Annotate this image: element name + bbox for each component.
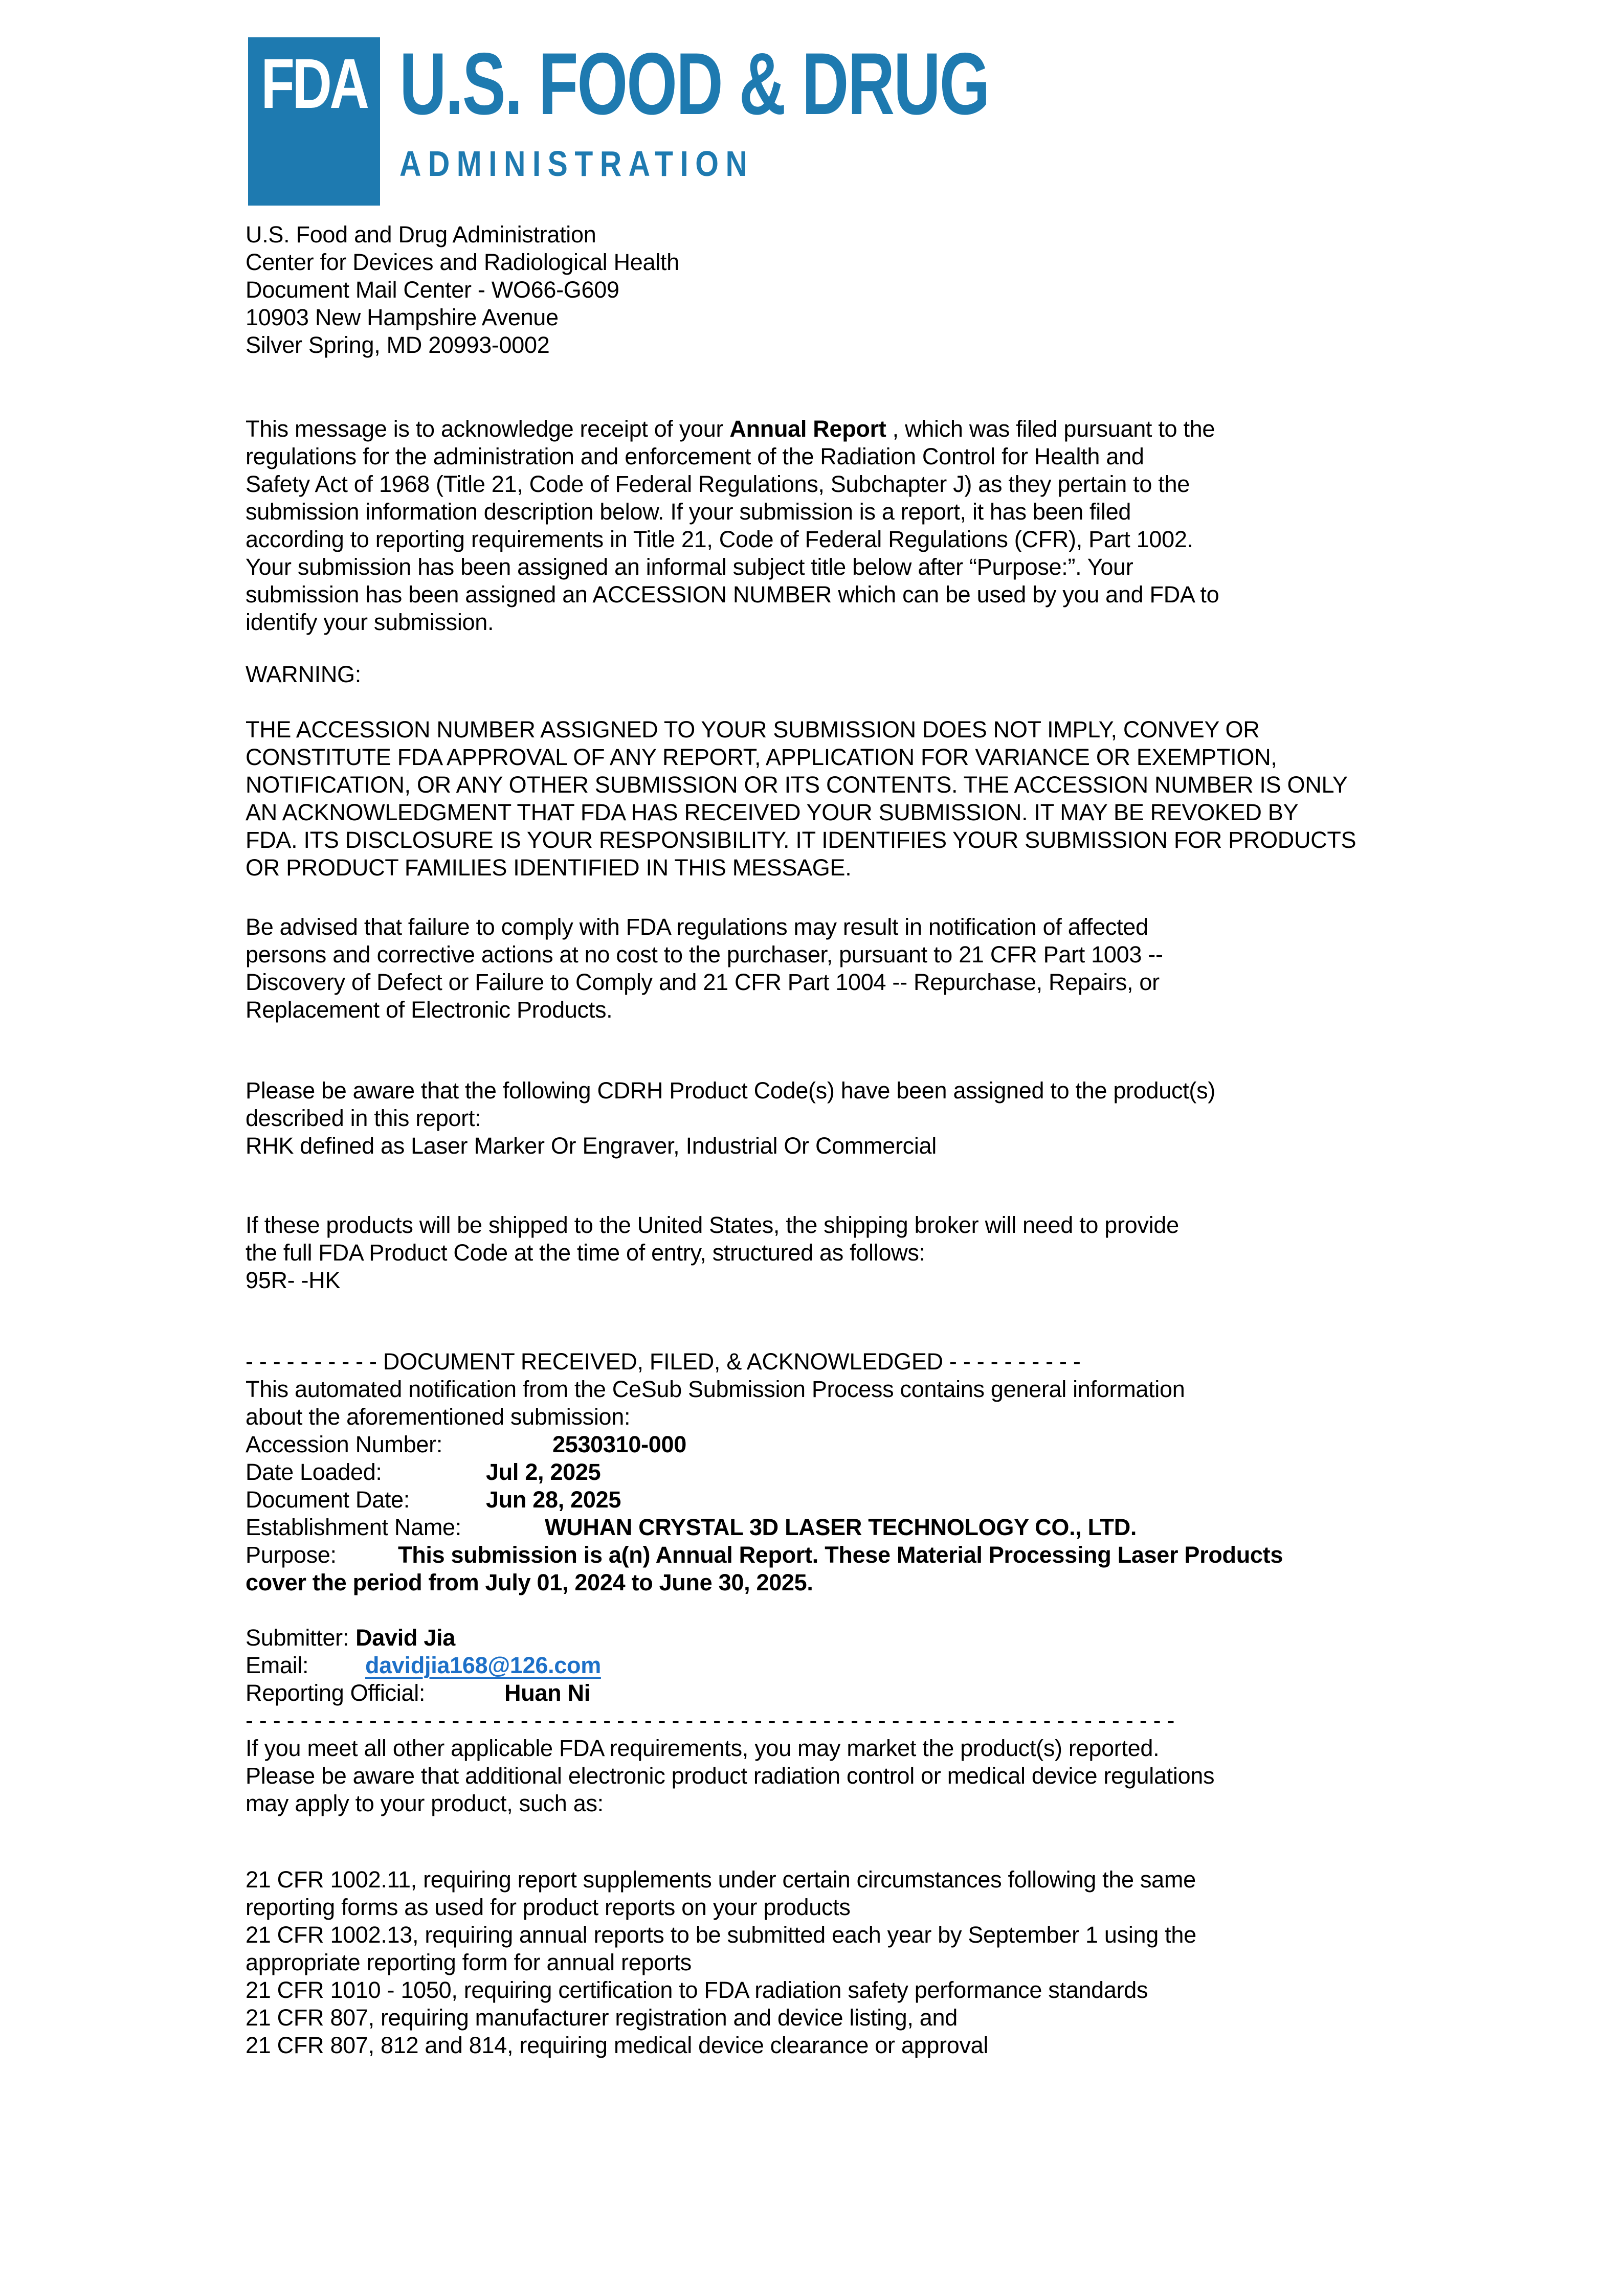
market-note: If you meet all other applicable FDA requirements, you may market the product(s) reported. Please be aware that additional electronic product radiation control or medical device regulations may apply to your product, such as: bbox=[246, 1735, 1215, 1816]
date-loaded-row bbox=[246, 1458, 1624, 1486]
regulations-list: 21 CFR 1002.11, requiring report supplements under certain circumstances following the same reporting forms as used for product reports on your products 21 CFR 1002.13, requiring annual reports to be submitted each year by September 1 using the appropriate reporting form for annual reports 21 CFR 1010 - 1050, requiring certification to FDA radiation safety performance standards 21 CFR 807, requiring manufacturer registration and device listing, and 21 CFR 807, 812 and 814, requiring medical device clearance or approval bbox=[246, 1866, 1196, 2058]
purpose-value: This submission is a(n) Annual Report. These Material Processing Laser Products cover the period from July 01, 2024 to June 30, 2025. bbox=[246, 1542, 1283, 1595]
date-loaded-value: Jul 2, 2025 bbox=[486, 1459, 601, 1485]
accession-number-row bbox=[246, 1431, 1624, 1458]
accession-number-label: Accession Number: bbox=[246, 1431, 443, 1457]
warning-heading: WARNING: bbox=[246, 661, 361, 687]
separator-dashes: - - - - - - - - - - - - - - - - - - - - - - - - - - - - - - - - - - - - - - - - - - - - - - - - - - - - - - - - - - - - - - - - - - - - bbox=[246, 1707, 1175, 1734]
accession-number-value: 2530310-000 bbox=[552, 1431, 686, 1457]
submitter-line bbox=[246, 1624, 1624, 1652]
shipping-section bbox=[246, 1211, 1624, 1294]
document-date-value: Jun 28, 2025 bbox=[486, 1487, 621, 1513]
reporting-official-line bbox=[246, 1679, 1624, 1707]
fda-logo-mark bbox=[248, 37, 380, 206]
shipping-paragraph: If these products will be shipped to the United States, the shipping broker will need to provide the full FDA Product Code at the time of entry, structured as follows: bbox=[246, 1212, 1179, 1266]
product-code-line: RHK defined as Laser Marker Or Engraver, Industrial Or Commercial bbox=[246, 1133, 937, 1159]
product-code-format: 95R- -HK bbox=[246, 1267, 341, 1293]
reporting-official-label: Reporting Official: bbox=[246, 1680, 426, 1706]
fda-logo bbox=[248, 37, 1624, 206]
receipt-section bbox=[246, 1348, 1624, 1596]
intro-paragraph: This message is to acknowledge receipt of your Annual Report , which was filed pursuant to the regulations for the administration and enforcement of the Radiation Control for Health and Safety Act of 1968 (Title 21, Code of Federal Regulations, Subchapter J) as they pertain to the submission information description below. If your submission is a report, it has been filed according to reporting requirements in Title 21, Code of Federal Regulations (CFR), Part 1002. Your submission has been assigned an informal subject title below after “Purpose:”. Your submission has been assigned an ACCESSION NUMBER which can be used by you and FDA to identify your submission. bbox=[246, 416, 1219, 635]
fda-logo-acronym-text: FDA bbox=[261, 44, 367, 123]
establishment-name-row bbox=[246, 1514, 1624, 1541]
establishment-name-value: WUHAN CRYSTAL 3D LASER TECHNOLOGY CO., LTD. bbox=[545, 1514, 1137, 1540]
email-label: Email: bbox=[246, 1652, 309, 1678]
contact-section bbox=[246, 1624, 1624, 1707]
warning-paragraph: THE ACCESSION NUMBER ASSIGNED TO YOUR SUBMISSION DOES NOT IMPLY, CONVEY OR CONSTITUTE FDA APPROVAL OF ANY REPORT, APPLICATION FOR VARIANCE OR EXEMPTION, NOTIFICATION, OR ANY OTHER SUBMISSION OR ITS CONTENTS. THE ACCESSION NUMBER IS ONLY AN ACKNOWLEDGMENT THAT FDA HAS RECEIVED YOUR SUBMISSION. IT MAY BE REVOKED BY FDA. ITS DISCLOSURE IS YOUR RESPONSIBILITY. IT IDENTIFIES YOUR SUBMISSION FOR PRODUCTS OR PRODUCT FAMILIES IDENTIFIED IN THIS MESSAGE. bbox=[246, 716, 1356, 881]
purpose-row bbox=[246, 1541, 1624, 1596]
reporting-official-value: Huan Ni bbox=[504, 1680, 590, 1706]
receipt-note: This automated notification from the CeSub Submission Process contains general information about the aforementioned submission: bbox=[246, 1376, 1185, 1430]
date-loaded-label: Date Loaded: bbox=[246, 1459, 382, 1485]
email-link[interactable]: davidjia168@126.com bbox=[365, 1652, 601, 1678]
purpose-label: Purpose: bbox=[246, 1542, 337, 1568]
submitter-label: Submitter: bbox=[246, 1625, 349, 1651]
product-codes-section bbox=[246, 1077, 1624, 1160]
document-date-label: Document Date: bbox=[246, 1487, 410, 1513]
fda-logo-subtitle: ADMINISTRATION bbox=[399, 144, 754, 184]
product-codes-intro: Please be aware that the following CDRH Product Code(s) have been assigned to the product(s) described in this report: bbox=[246, 1077, 1215, 1131]
advisory-paragraph: Be advised that failure to comply with FDA regulations may result in notification of affected persons and corrective actions at no cost to the purchaser, pursuant to 21 CFR Part 1003 -- Discovery of Defect or Failure to Comply and 21 CFR Part 1004 -- Repurchase, Repairs, or Replacement of Electronic Products. bbox=[246, 914, 1163, 1023]
establishment-name-label: Establishment Name: bbox=[246, 1514, 461, 1540]
fda-logo-wordmark bbox=[399, 37, 1196, 182]
submitter-value: David Jia bbox=[355, 1625, 455, 1651]
document-date-row bbox=[246, 1486, 1624, 1514]
email-line bbox=[246, 1652, 1624, 1679]
sender-address: U.S. Food and Drug Administration Center for Devices and Radiological Health Document Mail Center - WO66-G609 10903 New Hampshire Avenue Silver Spring, MD 20993-0002 bbox=[246, 221, 679, 358]
fda-logo-title: U.S. FOOD & DRUG bbox=[399, 35, 989, 133]
receipt-header: - - - - - - - - - - DOCUMENT RECEIVED, FILED, & ACKNOWLEDGED - - - - - - - - - - bbox=[246, 1348, 1081, 1375]
